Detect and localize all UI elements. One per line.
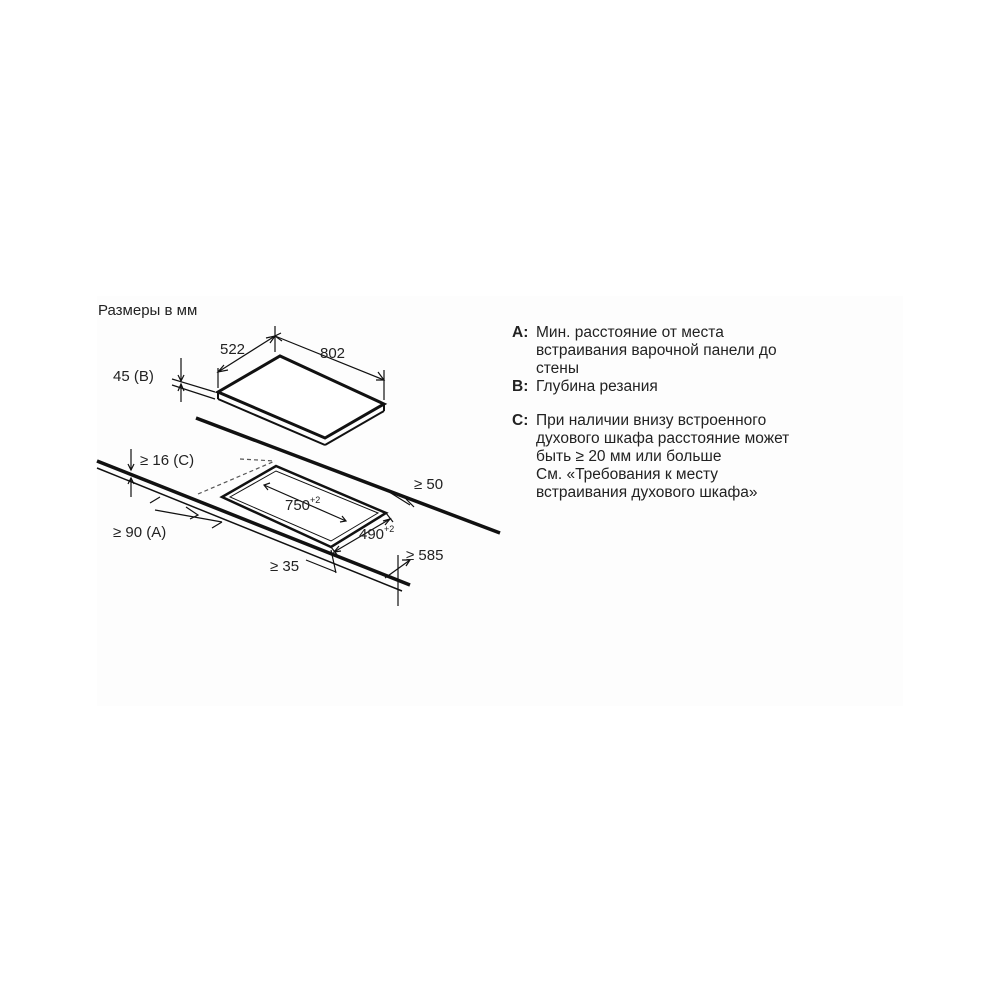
legend-item-a	[512, 324, 892, 378]
legend-key-a: A:	[512, 324, 529, 341]
label-hob-thickness: 45 (B)	[113, 368, 154, 385]
dim-45-line	[172, 358, 215, 402]
legend-key-b: B:	[512, 378, 529, 395]
legend-text-a: Мин. расстояние от места встраивания варочной панели до стены	[536, 324, 777, 377]
cutout-width-value: 750	[285, 497, 311, 514]
label-wall-min: ≥ 90 (A)	[113, 524, 167, 541]
wall-projection-top	[240, 459, 275, 461]
label-hob-depth: 522	[220, 341, 246, 358]
cutout-depth-tolerance: +2	[384, 524, 395, 534]
units-heading: Размеры в мм	[98, 302, 198, 319]
label-back-min: ≥ 50	[414, 476, 444, 493]
label-min-thickness: ≥ 16 (C)	[140, 452, 195, 469]
label-front-min: ≥ 35	[270, 558, 300, 575]
legend-text-c: При наличии внизу встроенного духового шкафа расстояние может быть ≥ 20 мм или больше См. «Требования к месту встраивания духового шкафа»	[536, 412, 790, 501]
legend	[512, 324, 892, 502]
legend-text-b: Глубина резания	[536, 378, 658, 395]
legend-key-c: C:	[512, 412, 529, 429]
legend-item-c	[512, 412, 892, 502]
legend-item-b	[512, 378, 892, 396]
label-worktop-min: ≥ 585	[406, 547, 444, 564]
label-cutout-depth	[359, 524, 394, 543]
cutout-depth-value: 490	[359, 526, 385, 543]
label-hob-width: 802	[320, 345, 346, 362]
cutout-width-tolerance: +2	[310, 495, 321, 505]
